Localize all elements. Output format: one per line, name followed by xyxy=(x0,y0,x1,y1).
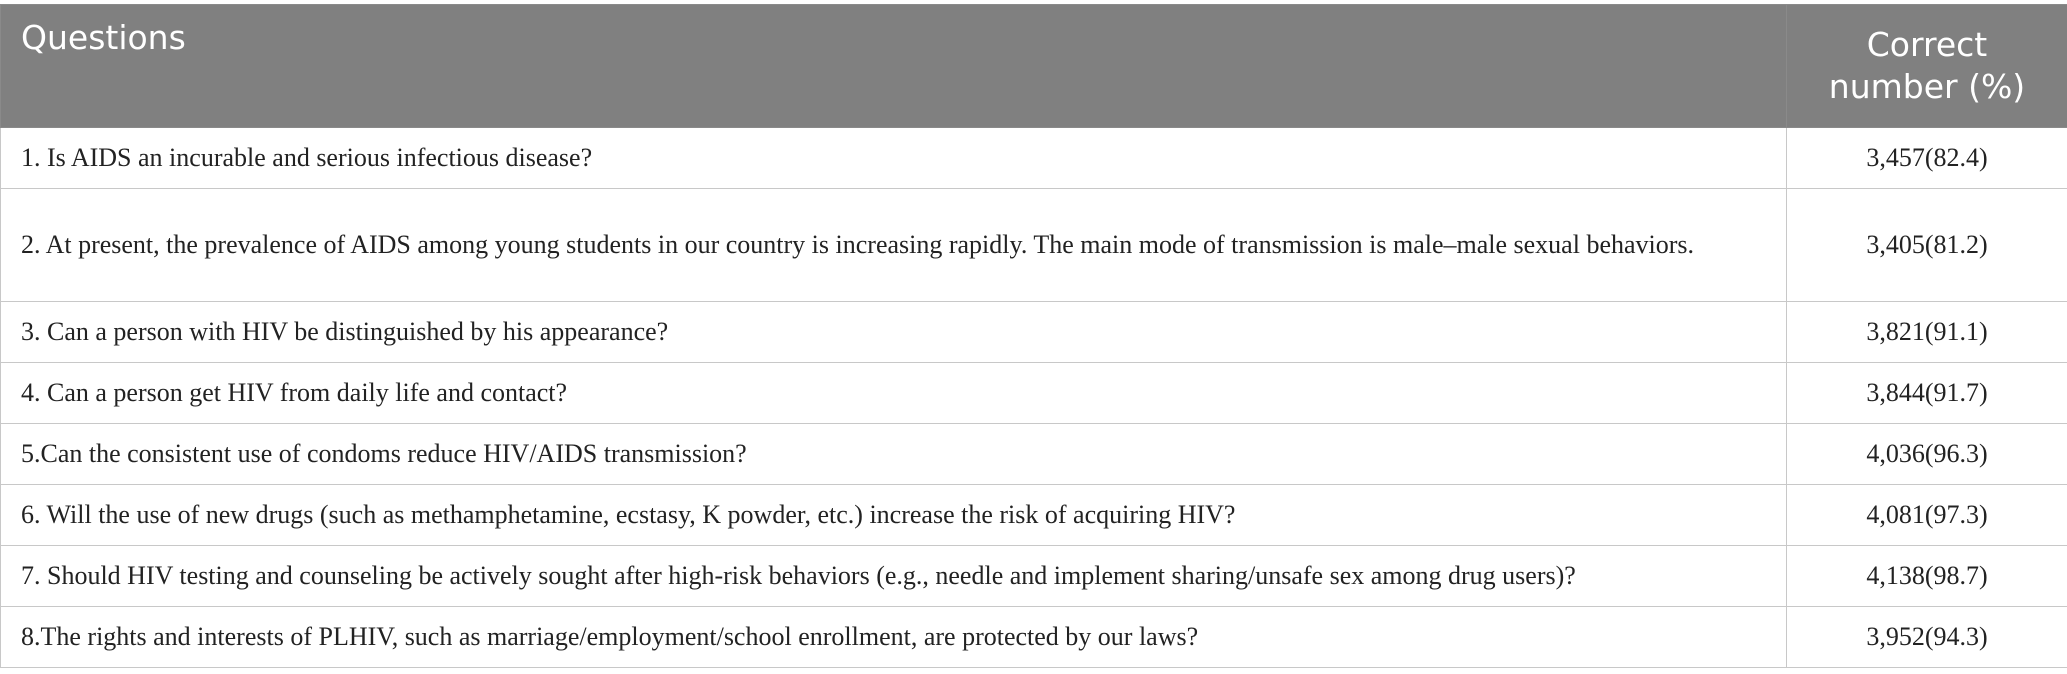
question-cell: 1. Is AIDS an incurable and serious infectious disease? xyxy=(1,128,1787,189)
table-row xyxy=(1,546,2067,607)
question-cell: 5.Can the consistent use of condoms reduce HIV/AIDS transmission? xyxy=(1,424,1787,485)
table-row xyxy=(1,189,2067,302)
question-cell: 8.The rights and interests of PLHIV, such as marriage/employment/school enrollment, are protected by our laws? xyxy=(1,607,1787,668)
correct-number-cell: 4,081(97.3) xyxy=(1787,485,2067,546)
correct-number-cell: 3,457(82.4) xyxy=(1787,128,2067,189)
correct-number-cell: 4,138(98.7) xyxy=(1787,546,2067,607)
correct-number-cell: 3,844(91.7) xyxy=(1787,363,2067,424)
knowledge-table-container xyxy=(0,4,2067,668)
correct-number-cell: 4,036(96.3) xyxy=(1787,424,2067,485)
correct-number-cell: 3,405(81.2) xyxy=(1787,189,2067,302)
question-cell: 3. Can a person with HIV be distinguished by his appearance? xyxy=(1,302,1787,363)
questions-column-header: Questions xyxy=(1,5,1787,128)
table-row xyxy=(1,424,2067,485)
table-row xyxy=(1,607,2067,668)
table-row xyxy=(1,128,2067,189)
table-header-row xyxy=(1,5,2067,128)
question-cell: 2. At present, the prevalence of AIDS among young students in our country is increasing rapidly. The main mode of transmission is male–male sexual behaviors. xyxy=(1,189,1787,302)
table-row xyxy=(1,302,2067,363)
table-row xyxy=(1,485,2067,546)
question-cell: 4. Can a person get HIV from daily life and contact? xyxy=(1,363,1787,424)
question-cell: 7. Should HIV testing and counseling be actively sought after high-risk behaviors (e.g., needle and implement sharing/unsafe sex among drug users)? xyxy=(1,546,1787,607)
correct-number-cell: 3,952(94.3) xyxy=(1787,607,2067,668)
question-cell: 6. Will the use of new drugs (such as methamphetamine, ecstasy, K powder, etc.) increase the risk of acquiring HIV? xyxy=(1,485,1787,546)
knowledge-table xyxy=(0,4,2067,668)
correct-number-cell: 3,821(91.1) xyxy=(1787,302,2067,363)
correct-number-column-header: Correct number (%) xyxy=(1787,5,2067,128)
table-row xyxy=(1,363,2067,424)
